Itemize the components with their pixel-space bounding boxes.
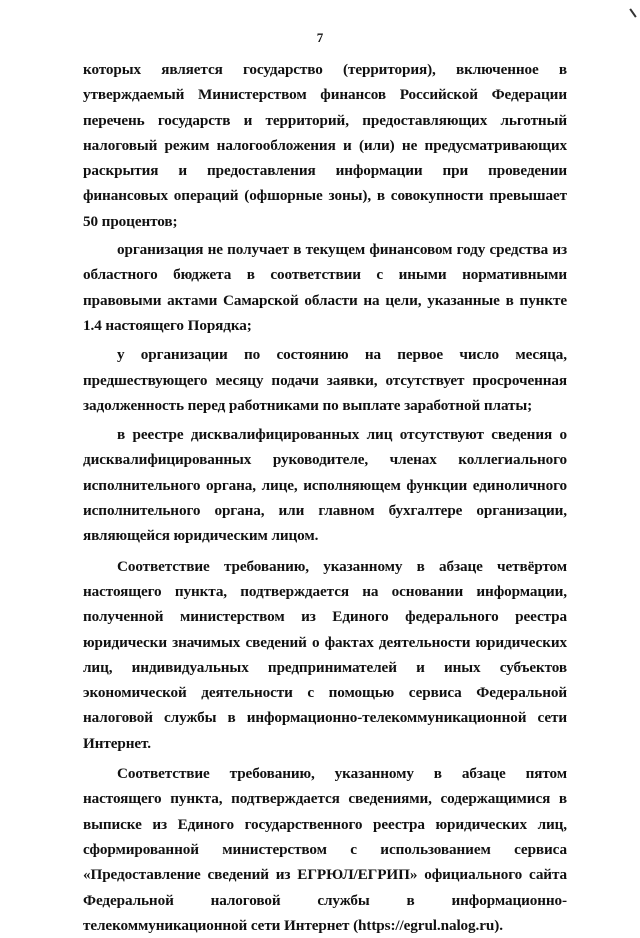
- page-number: 7: [316, 30, 324, 45]
- paragraph-no-budget-funds: организация не получает в текущем финансовом году средства из областного бюджета в соответствии с иными нормативными правовыми актами Самарской области на цели, указанные в пункте 1.4 настоящего Порядка;: [83, 241, 567, 334]
- scan-edge-mark: [629, 8, 636, 17]
- paragraph-offshore-share: которых является государство (территория), включенное в утверждаемый Министерством финансов Российской Федерации перечень государств и территорий, предоставляющих льготный налоговый режим налогообложения и (или) не предусматривающих раскрытия и предоставления информации при проведении финансовых операций (офшорные зоны), в совокупности превышает 50 процентов;: [83, 61, 567, 230]
- paragraph-disqualified-persons: в реестре дисквалифицированных лиц отсутствуют сведения о дисквалифицированных руководителе, членах коллегиального исполнительного органа, лице, исполняющем функции единоличного исполнительного органа, или главном бухгалтере организации, являющейся юридическим лицом.: [83, 426, 567, 545]
- paragraph-no-wage-arrears: у организации по состоянию на первое число месяца, предшествующего месяцу подачи заявки, отсутствует просроченная задолженность перед работниками по выплате заработной платы;: [83, 346, 567, 414]
- paragraph-requirement-four: Соответствие требованию, указанному в абзаце четвёртом настоящего пункта, подтверждается на основании информации, полученной министерством из Единого федерального реестра юридически значимых сведений о фактах деятельности юридических лиц, индивидуальных предпринимателей и иных субъектов экономической деятельности с помощью сервиса Федеральной налоговой службы в информационно-телекоммуникационной сети Интернет.: [83, 557, 567, 752]
- paragraph-requirement-five: Соответствие требованию, указанному в абзаце пятом настоящего пункта, подтверждается сведениями, содержащимися в выписке из Единого государственного реестра юридических лиц, сформированной министерством с использованием сервиса «Предоставление сведений из ЕГРЮЛ/ЕГРИП» официального сайта Федеральной налоговой службы в информационно-телекоммуникационной сети Интернет (https://egrul.nalog.ru).: [83, 765, 567, 934]
- document-body: [83, 57, 567, 938]
